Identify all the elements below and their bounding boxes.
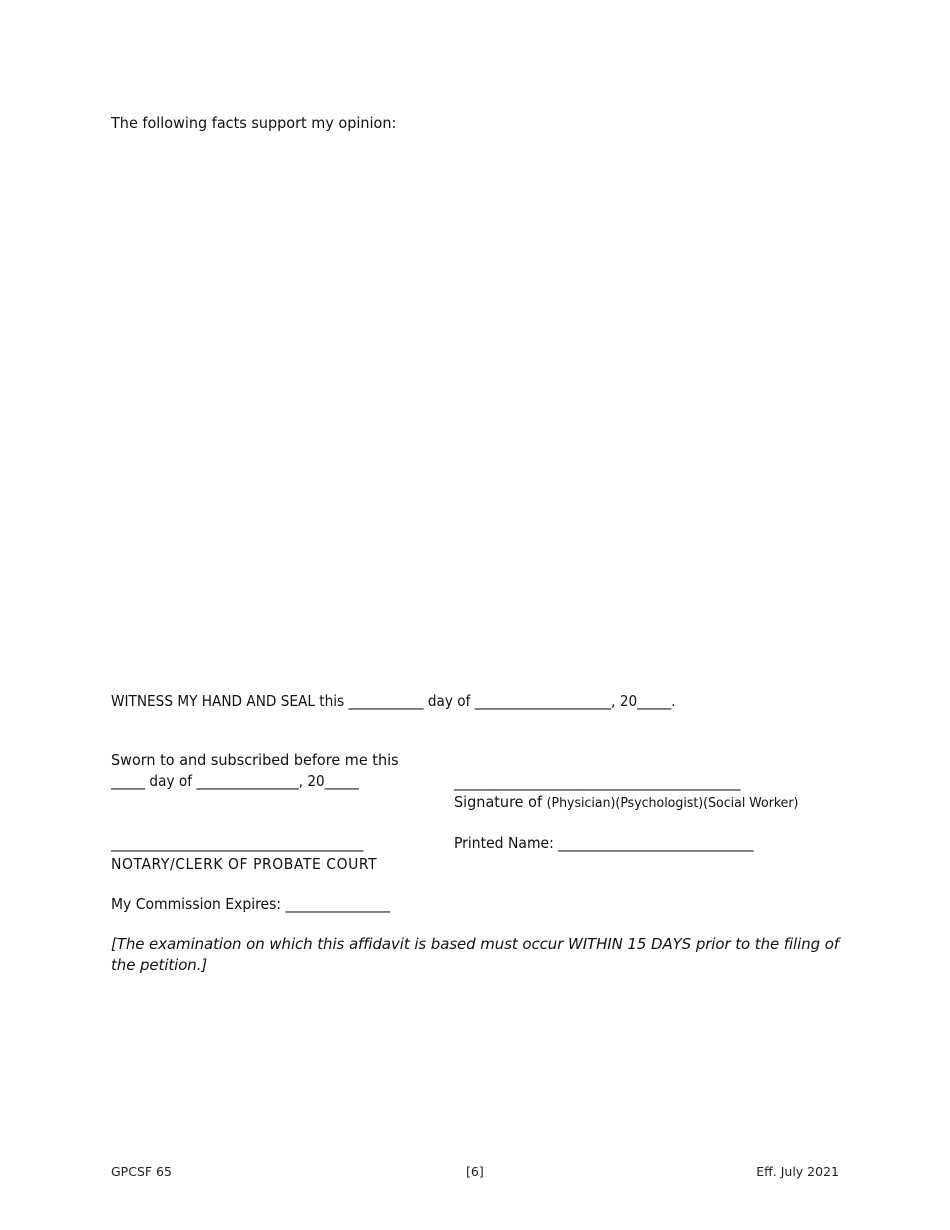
footer-page-number: [6] bbox=[466, 1164, 484, 1179]
signature-label bbox=[454, 792, 824, 813]
sworn-line-2: _____ day of _______________, 20_____ bbox=[111, 772, 359, 790]
signature-label-roles: (Physician)(Psychologist)(Social Worker) bbox=[546, 795, 799, 811]
facts-intro: The following facts support my opinion: bbox=[111, 114, 397, 132]
commission-expires-line: My Commission Expires: _______________ bbox=[111, 895, 391, 913]
footer-form-id: GPCSF 65 bbox=[111, 1164, 172, 1179]
witness-line: WITNESS MY HAND AND SEAL this ___________ day of ____________________, 20_____. bbox=[111, 692, 676, 710]
notary-title: NOTARY/CLERK OF PROBATE COURT bbox=[111, 855, 378, 873]
sworn-line-1: Sworn to and subscribed before me this bbox=[111, 751, 399, 769]
signature-label-prefix: Signature of bbox=[454, 793, 547, 811]
notary-blank: _____________________________________ bbox=[111, 834, 364, 852]
examination-notice: [The examination on which this affidavit is based must occur WITHIN 15 DAYS prior to the filing of the petition.] bbox=[111, 935, 839, 974]
footer-effective-date: Eff. July 2021 bbox=[756, 1164, 839, 1179]
signature-blank: __________________________________________ bbox=[454, 773, 741, 791]
printed-name-line: Printed Name: ____________________________ bbox=[454, 834, 754, 852]
